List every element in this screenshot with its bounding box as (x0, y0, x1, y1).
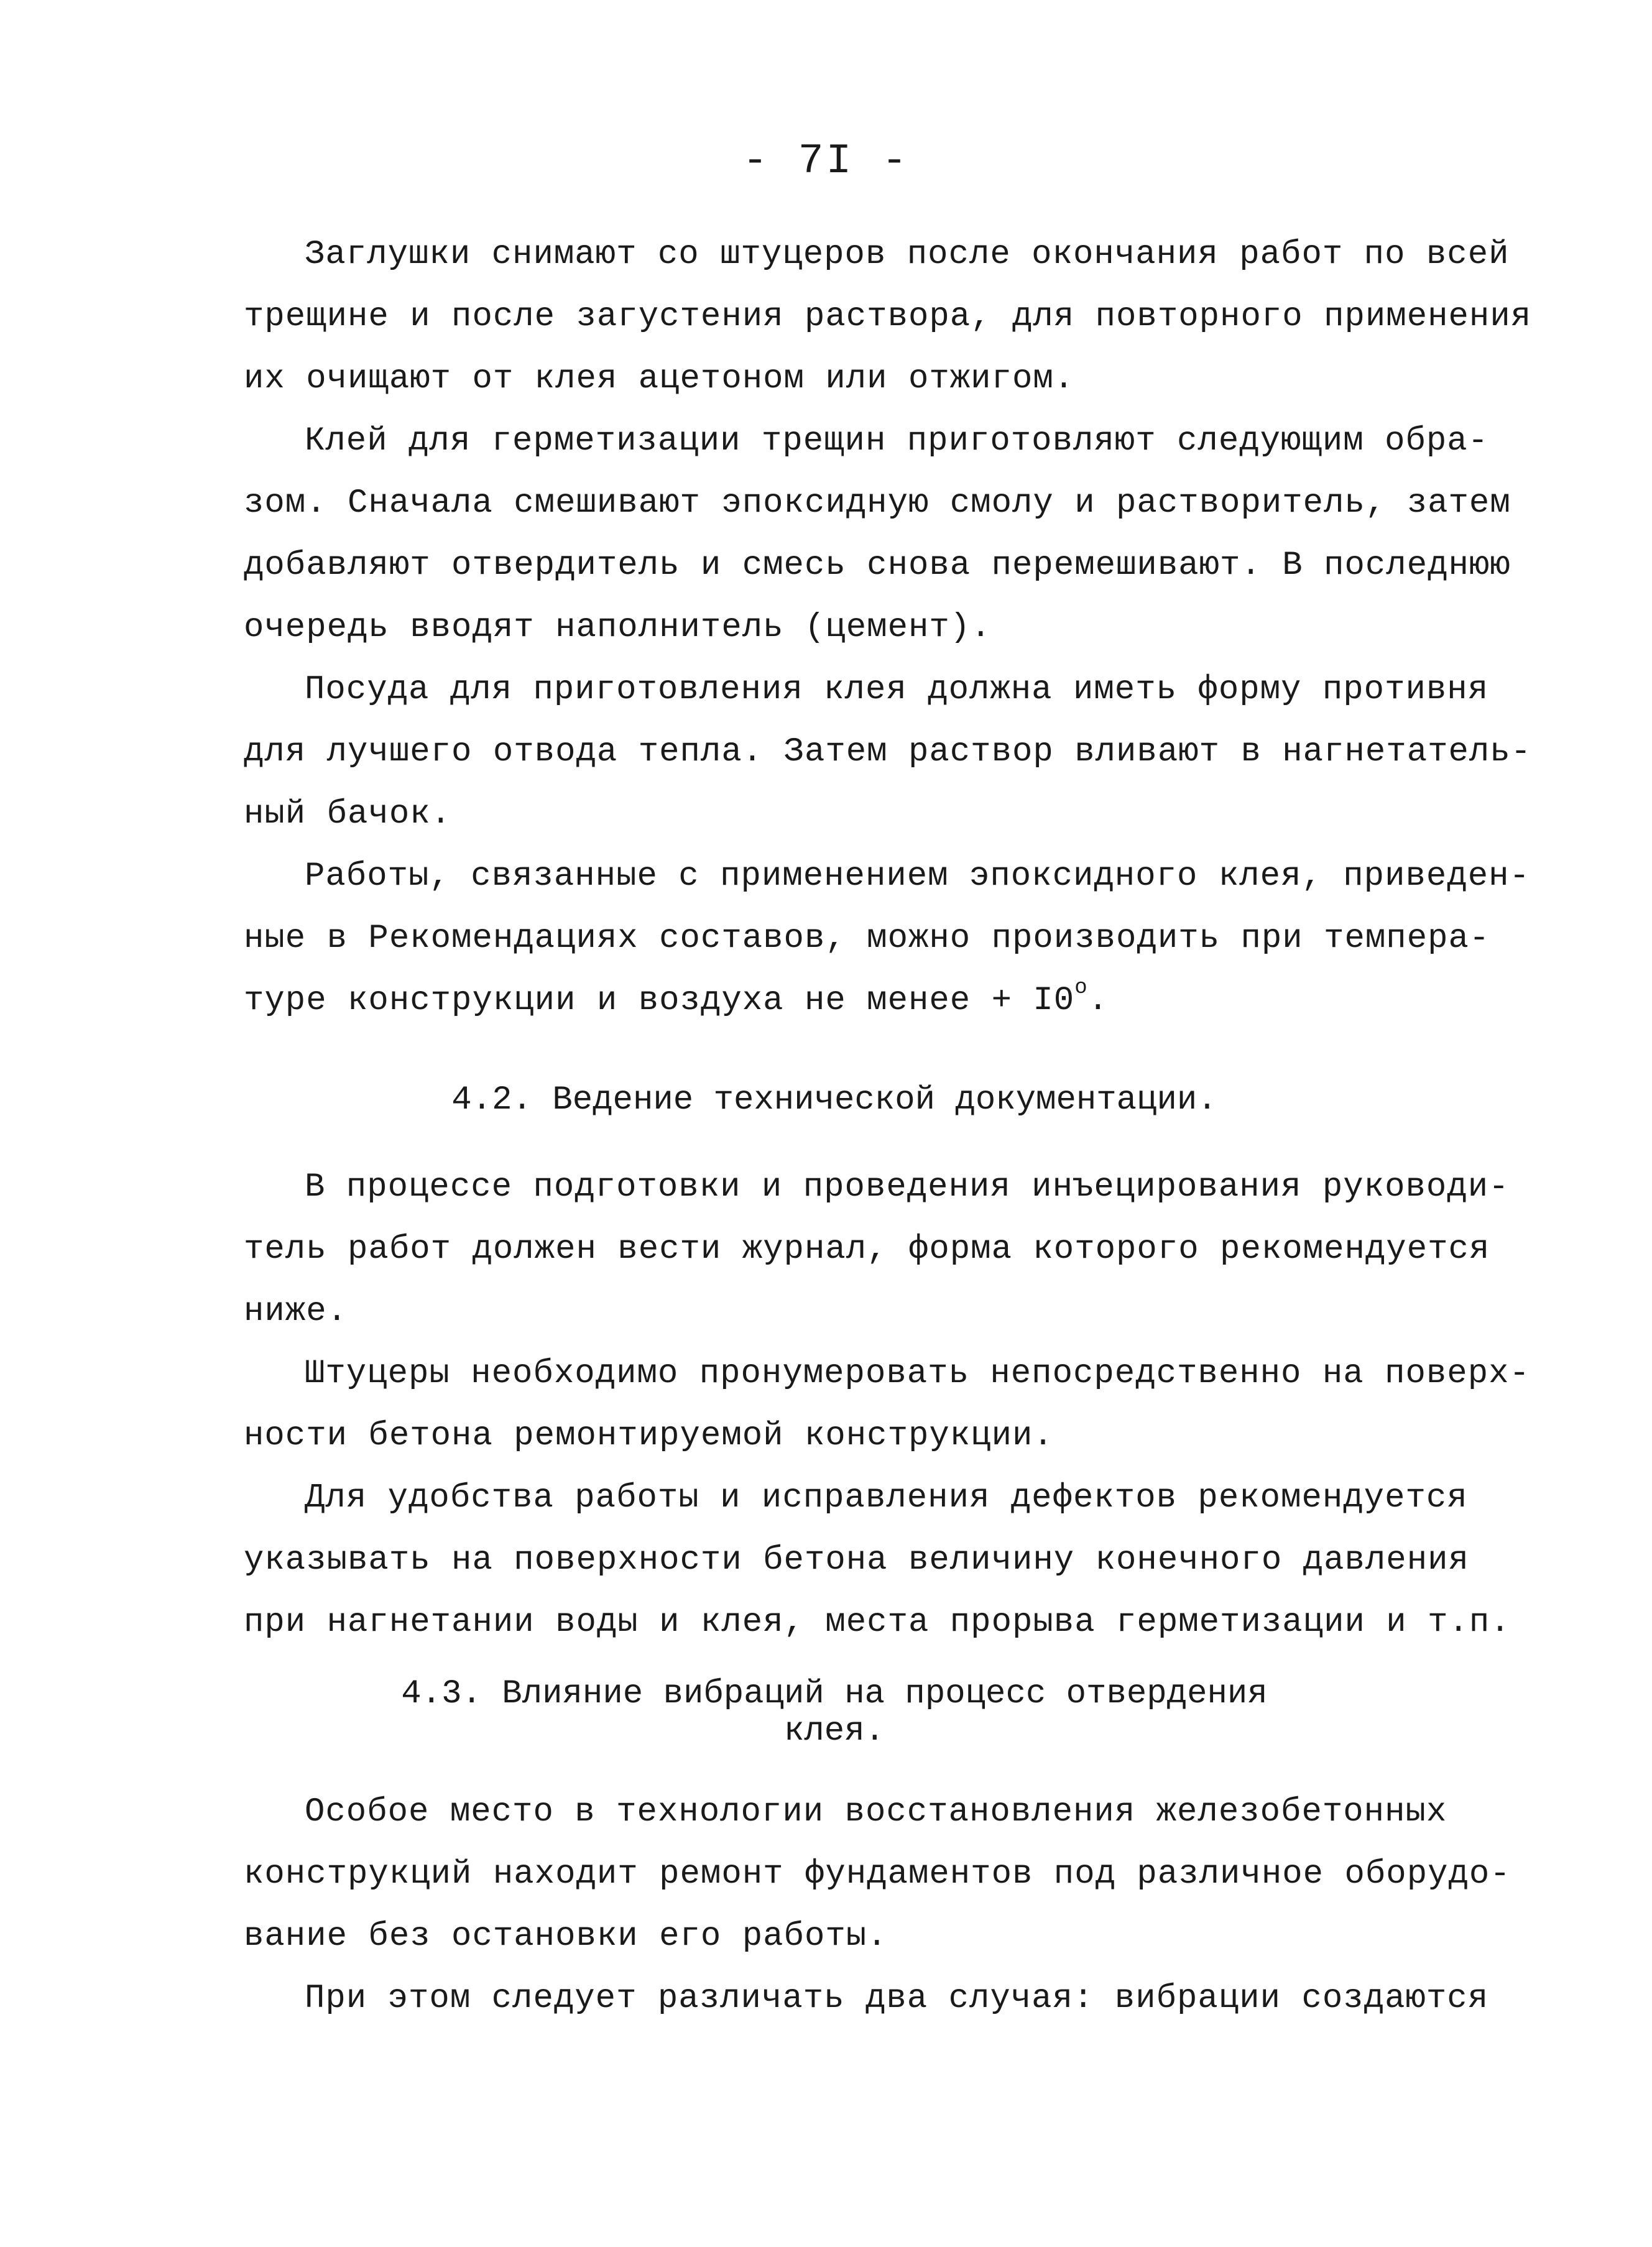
section-heading-4-3 (244, 1676, 1425, 1750)
text-line-with-degree (244, 970, 1425, 1032)
text-line: При этом следует различать два случая: вибрации создаются (305, 1980, 1489, 2018)
section-heading-4-3-line2: клея. (783, 1712, 885, 1750)
text-line: тель работ должен вести журнал, форма которого рекомендуется (244, 1230, 1490, 1268)
text-line: при нагнетании воды и клея, места прорыва герметизации и т.п. (244, 1603, 1511, 1641)
section-heading-4-3-line1: 4.3. Влияние вибраций на процесс отвердения (401, 1675, 1268, 1713)
text-line: Клей для герметизации трещин приготовляют следующим обра- (305, 422, 1489, 460)
text-line: ности бетона ремонтируемой конструкции. (244, 1417, 1054, 1455)
text-line: В процессе подготовки и проведения инъецирования руководи- (305, 1168, 1510, 1206)
paragraph-block-3 (244, 1781, 1511, 2030)
text-line: ный бачок. (244, 795, 452, 833)
text-line: ные в Рекомендациях составов, можно производить при темпера- (244, 920, 1490, 957)
text-line: ниже. (244, 1293, 348, 1331)
paragraph-block-1 (244, 224, 1532, 1032)
text-line: Штуцеры необходимо пронумеровать непосредственно на поверх- (305, 1355, 1530, 1393)
text-line: трещине и после загустения раствора, для повторного применения (244, 298, 1532, 336)
section-heading-4-2: 4.2. Ведение технической документации. (451, 1081, 1217, 1119)
text-line: зом. Сначала смешивают эпоксидную смолу и растворитель, затем (244, 484, 1511, 522)
text-line: добавляют отвердитель и смесь снова перемешивают. В последнюю (244, 547, 1511, 584)
final-period: . (1087, 982, 1109, 1020)
text-line: для лучшего отвода тепла. Затем раствор вливают в нагнетатель- (244, 733, 1532, 771)
text-line: вание без остановки его работы. (244, 1917, 888, 1955)
text-line: очередь вводят наполнитель (цемент). (244, 609, 992, 647)
text-line: Для удобства работы и исправления дефектов рекомендуется (305, 1479, 1468, 1517)
text-line: Особое место в технологии восстановления железобетонных (305, 1793, 1447, 1831)
paragraph-block-2 (244, 1156, 1530, 1654)
text-line: конструкций находит ремонт фундаментов под различное оборудо- (244, 1855, 1511, 1893)
text-line: туре конструкции и воздуха не менее + I0 (244, 982, 1075, 1020)
degree-mark: о (1074, 976, 1088, 1000)
text-line: указывать на поверхности бетона величину конечного давления (244, 1541, 1469, 1579)
text-line: Работы, связанные с применением эпоксидного клея, приведен- (305, 857, 1530, 895)
text-line: Посуда для приготовления клея должна иметь форму противня (305, 671, 1489, 709)
text-line: Заглушки снимают со штуцеров после окончания работ по всей (305, 236, 1510, 274)
text-line: их очищают от клея ацетоном или отжигом. (244, 360, 1075, 398)
page-number: - 7I - (742, 137, 910, 185)
